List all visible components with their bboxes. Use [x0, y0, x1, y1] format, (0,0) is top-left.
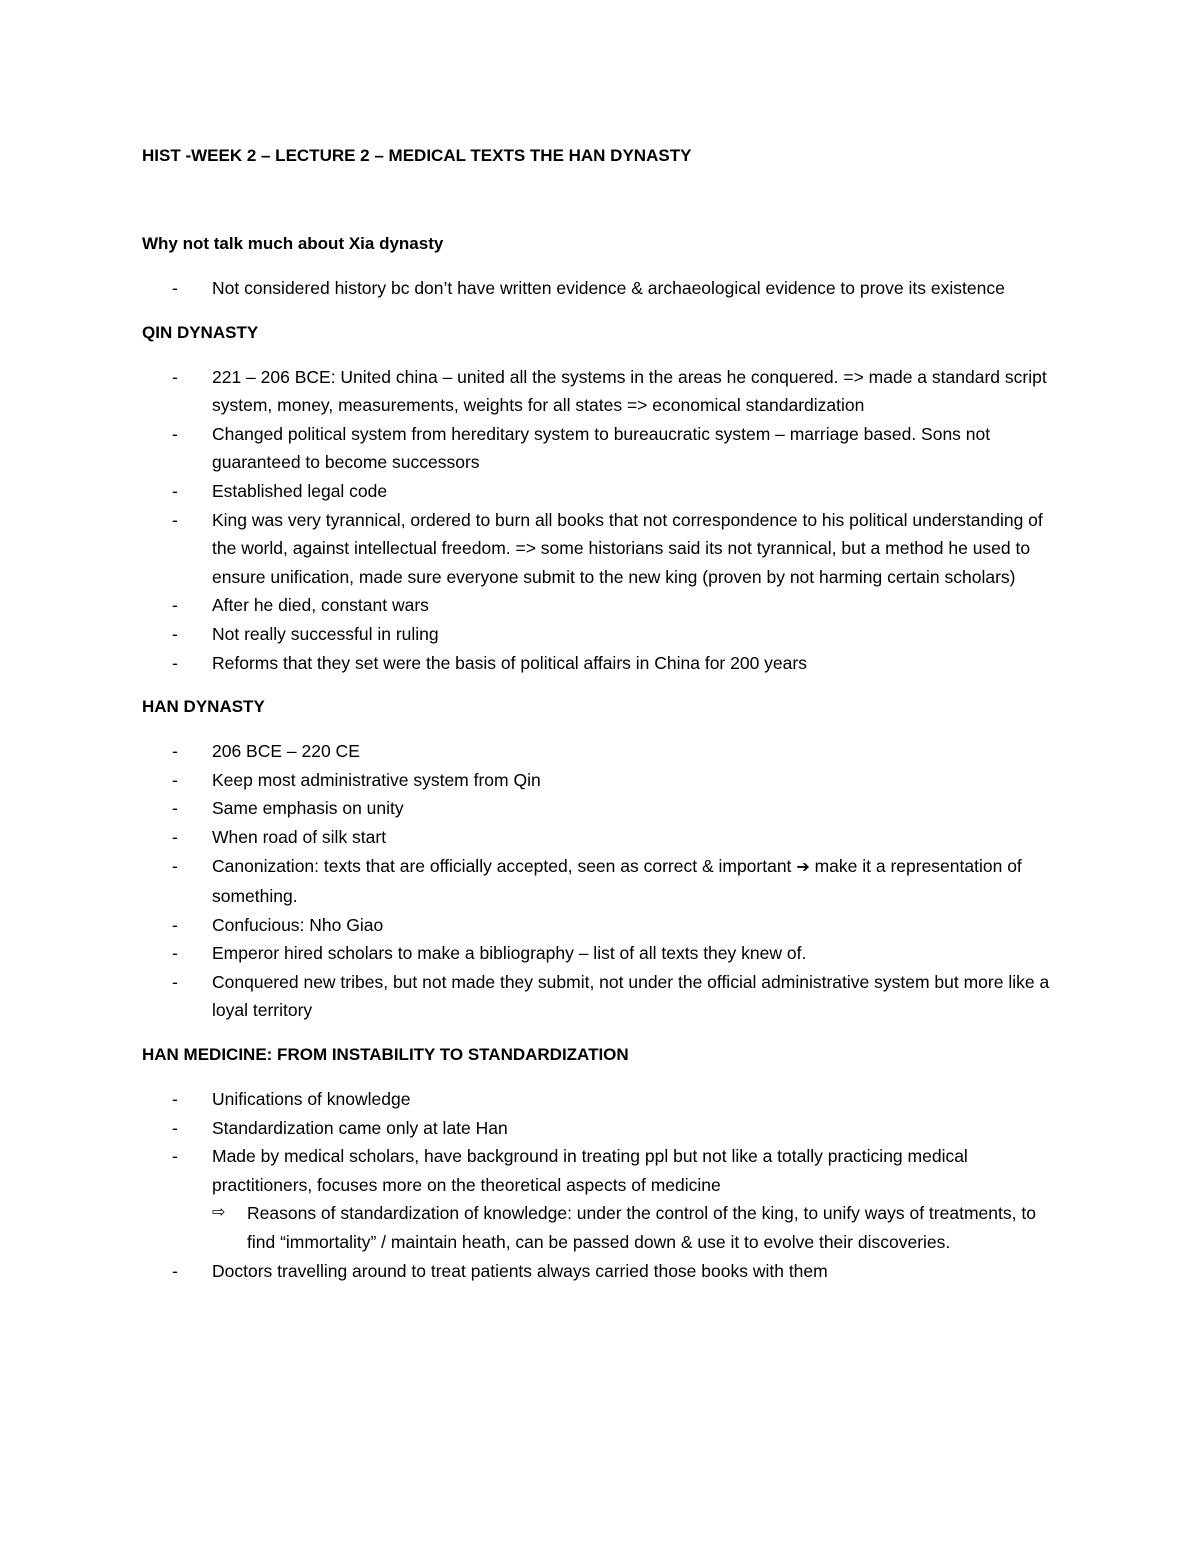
list-item-text: Keep most administrative system from Qin	[212, 769, 541, 790]
list-item	[142, 1142, 1052, 1256]
bullet-dash: -	[172, 1146, 178, 1167]
bullet-dash: -	[172, 1089, 178, 1110]
list-item-text: When road of silk start	[212, 826, 387, 847]
bullet-dash: -	[172, 423, 178, 444]
section-qin-dynasty	[142, 319, 1052, 678]
list-item	[142, 1085, 1052, 1114]
list-item	[142, 420, 1052, 477]
list-item-text: 206 BCE – 220 CE	[212, 741, 360, 762]
document-title: HIST -WEEK 2 – LECTURE 2 – MEDICAL TEXTS THE HAN DYNASTY	[142, 146, 692, 165]
list-item-text: make it a representation of something.	[212, 855, 1022, 907]
section-xia-dynasty	[142, 230, 1052, 303]
bullet-dash: -	[172, 652, 178, 673]
list-item-text: Established legal code	[212, 480, 388, 501]
bullet-dash: -	[172, 741, 178, 762]
list-item	[142, 1114, 1052, 1143]
list-item-text: Changed political system from hereditary system to bureaucratic system – marriage based. Sons not guaranteed to become successors	[212, 423, 991, 473]
bullet-dash: -	[172, 769, 178, 790]
list-item-text: Emperor hired scholars to make a bibliography – list of all texts they knew of.	[212, 943, 807, 964]
sub-list-item	[212, 1199, 1052, 1256]
bullet-list	[142, 363, 1052, 678]
list-item-text: After he died, constant wars	[212, 595, 429, 616]
bullet-dash: -	[172, 623, 178, 644]
document-body	[142, 142, 1052, 1301]
bullet-dash: -	[172, 855, 178, 876]
list-item	[142, 766, 1052, 795]
list-item	[142, 506, 1052, 592]
outline-arrow-icon: ⇨	[212, 1204, 226, 1222]
list-item	[142, 274, 1052, 303]
list-item-text: Canonization: texts that are officially accepted, seen as correct & important	[212, 855, 792, 876]
list-item	[142, 591, 1052, 620]
list-item-text: Not considered history bc don’t have written evidence & archaeological evidence to prove its existence	[212, 278, 1005, 298]
list-item	[142, 649, 1052, 678]
bullet-dash: -	[172, 798, 178, 819]
sub-list-item-text: Reasons of standardization of knowledge: under the control of the king, to unify ways of treatments, to find “immortality” / maintain heath, can be passed down & use it to evolve their discoveries.	[247, 1203, 1036, 1253]
bullet-dash: -	[172, 366, 178, 387]
list-item-text: Doctors travelling around to treat patients always carried those books with them	[212, 1260, 828, 1281]
list-item-text: Reforms that they set were the basis of political affairs in China for 200 years	[212, 652, 807, 673]
section-heading: Why not talk much about Xia dynasty	[142, 234, 444, 253]
list-item-text: Confucious: Nho Giao	[212, 914, 384, 935]
list-item	[142, 939, 1052, 968]
list-item-text: Not really successful in ruling	[212, 623, 439, 644]
bullet-dash: -	[172, 509, 178, 530]
list-item	[142, 620, 1052, 649]
list-item	[142, 363, 1052, 420]
section-heading: HAN DYNASTY	[142, 697, 265, 717]
list-item-canonization	[142, 852, 1052, 911]
list-item-text: Standardization came only at late Han	[212, 1117, 508, 1138]
list-item-text: 221 – 206 BCE: United china – united all the systems in the areas he conquered. => made a standard script system, money, measurements, weights for all states => economical standardization	[212, 366, 1047, 416]
bullet-dash: -	[172, 914, 178, 935]
bullet-dash: -	[172, 1117, 178, 1138]
bullet-list	[142, 737, 1052, 1025]
list-item-text: Conquered new tribes, but not made they submit, not under the official administrative system but more like a loyal territory	[212, 971, 1050, 1021]
right-arrow-icon: ➔	[796, 858, 810, 876]
list-item	[142, 1257, 1052, 1286]
section-heading: QIN DYNASTY	[142, 322, 259, 342]
bullet-dash: -	[172, 480, 178, 501]
bullet-dash: -	[172, 278, 178, 298]
list-item-text: King was very tyrannical, ordered to burn all books that not correspondence to his political understanding of the world, against intellectual freedom. => some historians said its not tyrannical, but a method he used to ensure unification, made sure everyone submit to the new king (proven by not harming certain scholars)	[212, 509, 1043, 587]
bullet-list	[142, 274, 1052, 303]
section-han-dynasty	[142, 693, 1052, 1025]
list-item	[142, 968, 1052, 1025]
list-item	[142, 737, 1052, 766]
list-item-text: Made by medical scholars, have background in treating ppl but not like a totally practicing medical practitioners, focuses more on the theoretical aspects of medicine	[212, 1146, 968, 1195]
list-item	[142, 794, 1052, 823]
list-item	[142, 823, 1052, 852]
bullet-dash: -	[172, 971, 178, 992]
section-heading: HAN MEDICINE: FROM INSTABILITY TO STANDARDIZATION	[142, 1045, 629, 1065]
bullet-dash: -	[172, 1260, 178, 1281]
list-item-text: Same emphasis on unity	[212, 798, 404, 819]
bullet-dash: -	[172, 595, 178, 616]
list-item-text: Unifications of knowledge	[212, 1089, 411, 1110]
bullet-dash: -	[172, 826, 178, 847]
list-item	[142, 911, 1052, 940]
bullet-dash: -	[172, 943, 178, 964]
bullet-list	[142, 1085, 1052, 1285]
list-item	[142, 477, 1052, 506]
section-han-medicine	[142, 1041, 1052, 1285]
